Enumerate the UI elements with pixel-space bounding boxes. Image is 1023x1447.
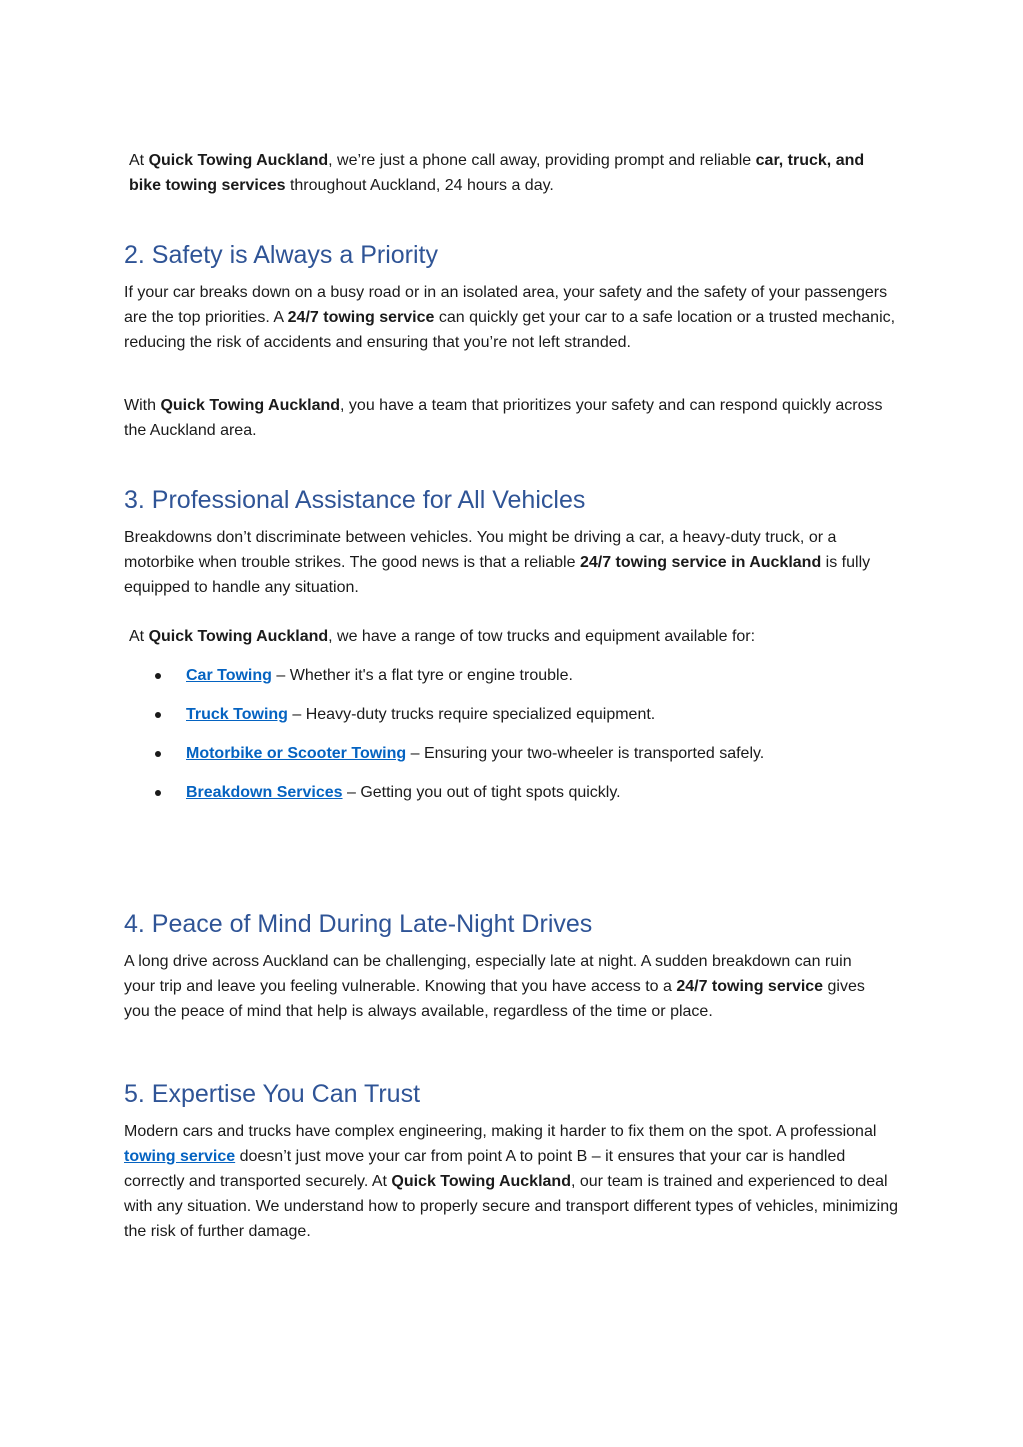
- towing-service-link[interactable]: towing service: [124, 1148, 236, 1165]
- section-4-heading: 4. Peace of Mind During Late-Night Drives: [124, 910, 593, 938]
- intro-bold-company: Quick Towing Auckland: [148, 152, 329, 169]
- s4-p1-text-1: A long drive across Auckland can be challenging, especially late at night. A sudden breakdown can ruin your trip and leave you feeling vulnerable. Knowing that you have access to a: [124, 953, 852, 995]
- s4-p1-text-2: gives you the peace of mind that help is always available, regardless of the time or place.: [124, 978, 865, 1020]
- intro-paragraph: [124, 148, 899, 198]
- list-item: [124, 780, 904, 805]
- list-item: [124, 663, 904, 688]
- s2-p2-text-2: , you have a team that prioritizes your safety and can respond quickly across the Auckland area.: [124, 397, 883, 439]
- section-4-paragraph-1: [124, 949, 884, 1024]
- motorbike-scooter-towing-link[interactable]: Motorbike or Scooter Towing: [186, 745, 407, 762]
- list-item-text: – Ensuring your two-wheeler is transported safely.: [406, 745, 765, 762]
- bullet-icon: [155, 790, 161, 796]
- bullet-icon: [155, 673, 161, 679]
- section-3-paragraph-2: [124, 624, 899, 649]
- s2-p2-bold: Quick Towing Auckland: [160, 397, 341, 414]
- bullet-icon: [155, 712, 161, 718]
- s3-p2-text-1: At: [129, 628, 149, 645]
- breakdown-services-link[interactable]: Breakdown Services: [186, 784, 343, 801]
- bullet-icon: [155, 751, 161, 757]
- section-5-heading: 5. Expertise You Can Trust: [124, 1080, 421, 1108]
- list-item: [124, 741, 904, 766]
- intro-bold-services: car, truck, and bike towing services: [129, 152, 865, 194]
- s5-p1-text-3: , our team is trained and experienced to deal with any situation. We understand how to properly secure and transport different types of vehicles, minimizing the risk of further damage.: [124, 1173, 899, 1240]
- s2-p2-text-1: With: [124, 397, 161, 414]
- section-2-paragraph-1: [124, 280, 899, 355]
- s4-p1-bold: 24/7 towing service: [676, 978, 824, 995]
- list-item-text: – Whether it's a flat tyre or engine trouble.: [271, 667, 573, 684]
- s5-p1-bold: Quick Towing Auckland: [391, 1173, 571, 1190]
- list-item-text: – Heavy-duty trucks require specialized equipment.: [287, 706, 656, 723]
- section-3-paragraph-1: [124, 525, 904, 600]
- vehicle-services-list: [124, 663, 904, 819]
- s2-p1-text-1: If your car breaks down on a busy road or in an isolated area, your safety and the safety of your passengers are the top priorities. A: [124, 284, 888, 326]
- section-5-paragraph-1: [124, 1119, 904, 1244]
- intro-text-3: throughout Auckland, 24 hours a day.: [285, 177, 554, 194]
- truck-towing-link[interactable]: Truck Towing: [186, 706, 288, 723]
- s5-p1-text-1: Modern cars and trucks have complex engineering, making it harder to fix them on the spot. A professional: [124, 1123, 877, 1140]
- section-2-paragraph-2: [124, 393, 899, 443]
- s3-p1-text-2: is fully equipped to handle any situation.: [124, 554, 871, 596]
- intro-text-1: At: [129, 152, 149, 169]
- s3-p1-bold: 24/7 towing service in Auckland: [579, 554, 822, 571]
- s2-p1-text-2: can quickly get your car to a safe location or a trusted mechanic, reducing the risk of accidents and ensuring that you’re not left stranded.: [124, 309, 896, 351]
- list-item: [124, 702, 904, 727]
- s5-p1-text-2: doesn’t just move your car from point A to point B – it ensures that your car is handled correctly and transported securely. At: [124, 1148, 846, 1190]
- s3-p2-bold: Quick Towing Auckland: [148, 628, 329, 645]
- section-2-heading: 2. Safety is Always a Priority: [124, 241, 439, 269]
- intro-text-2: , we’re just a phone call away, providing prompt and reliable: [328, 152, 756, 169]
- s3-p1-text-1: Breakdowns don’t discriminate between vehicles. You might be driving a car, a heavy-duty truck, or a motorbike when trouble strikes. The good news is that a reliable: [124, 529, 837, 571]
- car-towing-link[interactable]: Car Towing: [186, 667, 272, 684]
- section-3-heading: 3. Professional Assistance for All Vehicles: [124, 486, 586, 514]
- list-item-text: – Getting you out of tight spots quickly.: [342, 784, 621, 801]
- s2-p1-bold: 24/7 towing service: [287, 309, 435, 326]
- s3-p2-text-2: , we have a range of tow trucks and equipment available for:: [328, 628, 756, 645]
